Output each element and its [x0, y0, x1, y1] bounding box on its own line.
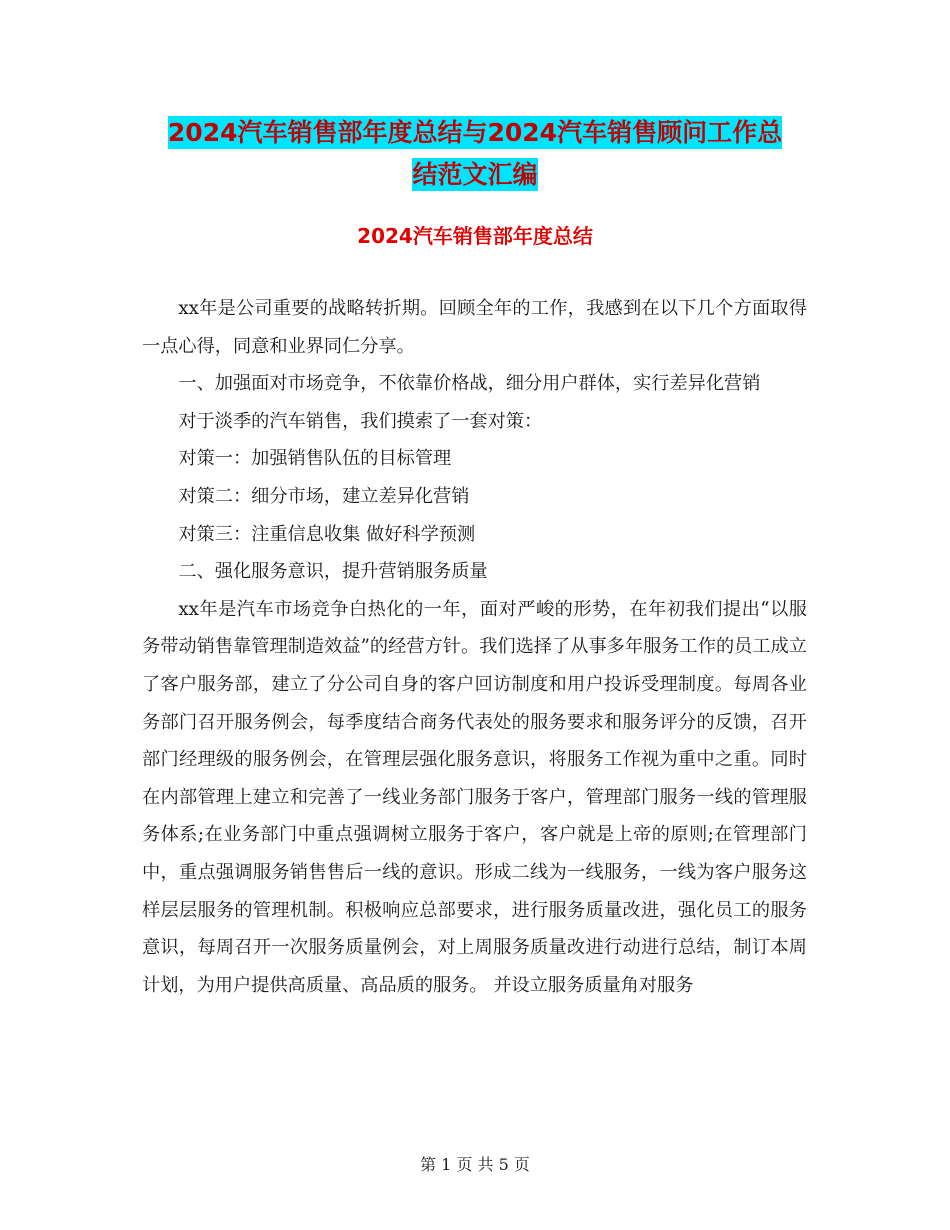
paragraph: 对策三：注重信息收集 做好科学预测 — [178, 523, 476, 545]
paragraph: 对于淡季的汽车销售，我们摸索了一套对策： — [178, 410, 543, 432]
paragraph: 对策一：加强销售队伍的目标管理 — [178, 448, 452, 470]
paragraph: 一、加强面对市场竞争，不依靠价格战，细分用户群体，实行差异化营销 — [178, 373, 761, 395]
document-title-line2: 结范文汇编 — [412, 160, 538, 189]
paragraph: xx年是汽车市场竞争白热化的一年，面对严峻的形势，在年初我们提出“以服务带动销售靠管理制造效益”的经营方针。我们选择了从事多年服务工作的员工成立了客户服务部，建立了分公司自身的客户回访制度和用户投诉受理制度。每周各业务部门召开服务例会，每季度结合商务代表处的服务要求和服务评分的反馈，召开部门经理级的服务例会，在管理层强化服务意识，将服务工作视为重中之重。同时在内部管理上建立和完善了一线业务部门服务于客户，管理部门服务一线的管理服务体系;在业务部门中重点强调树立服务于客户，客户就是上帝的原则;在管理部门中，重点强调服务销售售后一线的意识。形成二线为一线服务，一线为客户服务这样层层服务的管理机制。积极响应总部要求，进行服务质量改进，强化员工的服务意识，每周召开一次服务质量例会，对上周服务质量改进行动进行总结，制订本周计划，为用户提供高质量、高品质的服务。 并设立服务质量角对服务 — [142, 598, 807, 996]
paragraph: xx年是公司重要的战略转折期。回顾全年的工作，我感到在以下几个方面取得一点心得，同意和业界同仁分享。 — [142, 298, 807, 357]
document-title-line1: 2024汽车销售部年度总结与2024汽车销售顾问工作总 — [167, 118, 783, 147]
paragraph: 对策二：细分市场，建立差异化营销 — [178, 485, 470, 507]
page-footer: 第 1 页 共 5 页 — [420, 1155, 530, 1174]
document-title — [120, 112, 830, 196]
paragraph: 二、强化服务意识，提升营销服务质量 — [178, 561, 488, 583]
document-body — [142, 290, 807, 1004]
section-title: 2024汽车销售部年度总结 — [357, 224, 593, 248]
